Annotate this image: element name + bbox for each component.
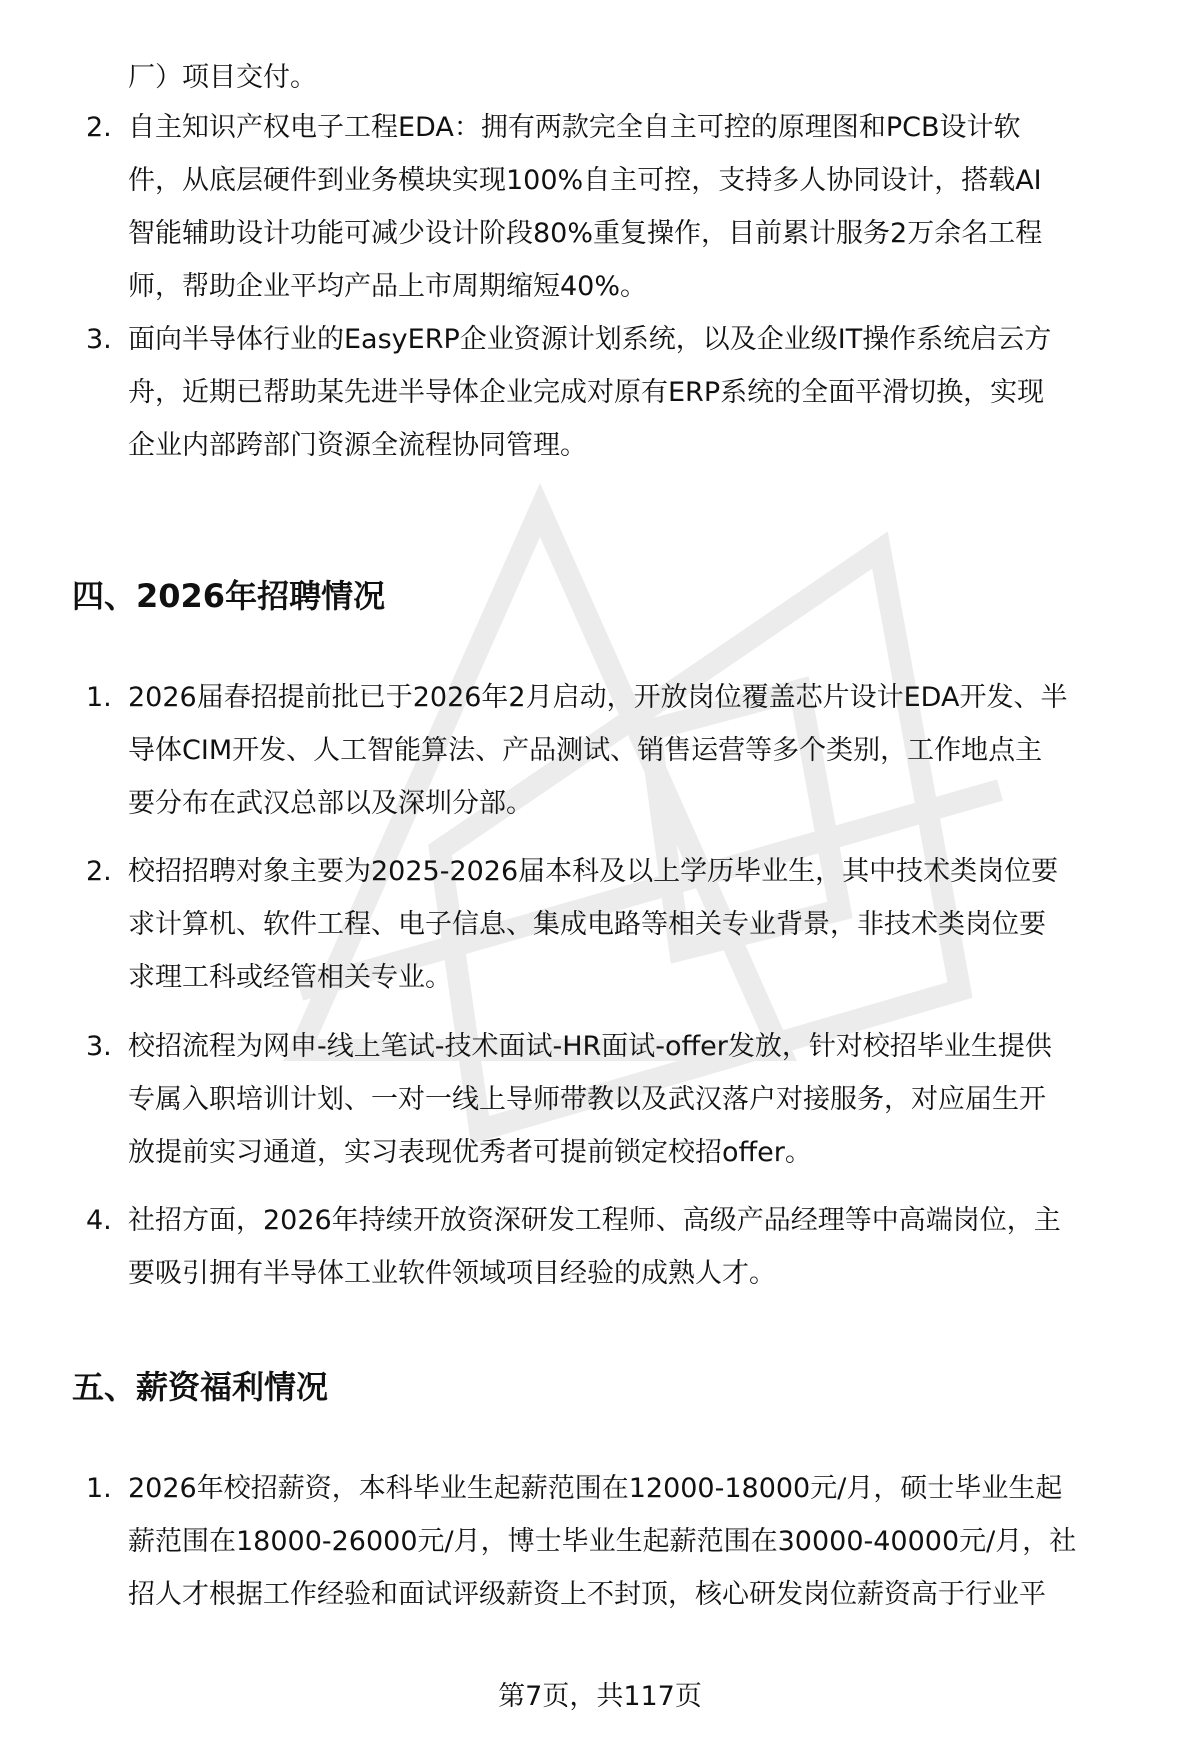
list-text-line: 专属入职培训计划、一对一线上导师带教以及武汉落户对接服务，对应届生开 [128, 1084, 1046, 1115]
intro-line: 厂）项目交付。 [128, 62, 317, 93]
list-number: 1. [86, 682, 112, 713]
list-text-line: 2026届春招提前批已于2026年2月启动，开放岗位覆盖芯片设计EDA开发、半 [128, 682, 1068, 713]
list-text-line: 要分布在武汉总部以及深圳分部。 [128, 788, 533, 819]
list-number: 3. [86, 1031, 112, 1062]
list-text-line: 件，从底层硬件到业务模块实现100%自主可控，支持多人协同设计，搭载AI [128, 165, 1042, 196]
list-text-line: 自主知识产权电子工程EDA：拥有两款完全自主可控的原理图和PCB设计软 [128, 112, 1021, 143]
list-number: 2. [86, 856, 112, 887]
list-text-line: 师，帮助企业平均产品上市周期缩短40%。 [128, 271, 648, 302]
list-text-line: 社招方面，2026年持续开放资深研发工程师、高级产品经理等中高端岗位，主 [128, 1205, 1061, 1236]
list-text-line: 薪范围在18000-26000元/月，博士毕业生起薪范围在30000-40000元/月，社 [128, 1526, 1077, 1557]
list-text-line: 要吸引拥有半导体工业软件领域项目经验的成熟人才。 [128, 1258, 776, 1289]
list-text-line: 智能辅助设计功能可减少设计阶段80%重复操作，目前累计服务2万余名工程 [128, 218, 1043, 249]
list-number: 1. [86, 1473, 112, 1504]
list-number: 2. [86, 112, 112, 143]
section-heading: 五、薪资福利情况 [72, 1368, 329, 1406]
list-text-line: 校招流程为网申-线上笔试-技术面试-HR面试-offer发放，针对校招毕业生提供 [128, 1031, 1052, 1062]
list-text-line: 求计算机、软件工程、电子信息、集成电路等相关专业背景，非技术类岗位要 [128, 909, 1046, 940]
list-text-line: 校招招聘对象主要为2025-2026届本科及以上学历毕业生，其中技术类岗位要 [128, 856, 1059, 887]
list-text-line: 企业内部跨部门资源全流程协同管理。 [128, 430, 587, 461]
list-text-line: 放提前实习通道，实习表现优秀者可提前锁定校招offer。 [128, 1137, 812, 1168]
page-footer: 第7页，共117页 [498, 1681, 702, 1712]
list-number: 3. [86, 324, 112, 355]
section-heading: 四、2026年招聘情况 [72, 577, 386, 615]
list-text-line: 舟，近期已帮助某先进半导体企业完成对原有ERP系统的全面平滑切换，实现 [128, 377, 1045, 408]
list-number: 4. [86, 1205, 112, 1236]
list-text-line: 招人才根据工作经验和面试评级薪资上不封顶，核心研发岗位薪资高于行业平 [128, 1579, 1046, 1610]
list-text-line: 求理工科或经管相关专业。 [128, 962, 452, 993]
list-text-line: 面向半导体行业的EasyERP企业资源计划系统，以及企业级IT操作系统启云方 [128, 324, 1052, 355]
list-text-line: 2026年校招薪资，本科毕业生起薪范围在12000-18000元/月，硕士毕业生起 [128, 1473, 1063, 1504]
list-text-line: 导体CIM开发、人工智能算法、产品测试、销售运营等多个类别，工作地点主 [128, 735, 1043, 766]
